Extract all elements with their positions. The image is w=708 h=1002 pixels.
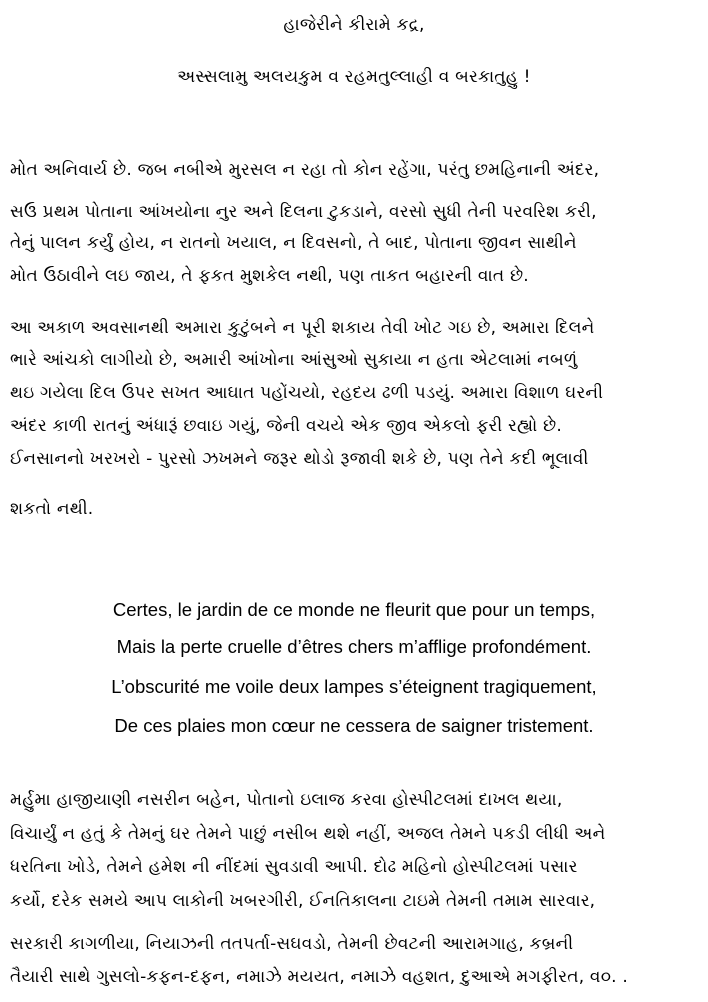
paragraph-line: મોત ઉઠાવીને લઇ જાય, તે ફકત મુશકેલ નથી, પણ તાકત બહારની વાત છે.	[10, 266, 529, 286]
paragraph-line: અંદર કાળી રાતનું અંધારૂં છવાઇ ગયું, જેની વચયે એક જીવ એકલો ફરી રહ્યો છે.	[10, 416, 562, 436]
paragraph-line: સરકારી કાગળીયા, નિયાઝની તતપર્તા-સઘવડો, તેમની છેવટની આરામગાહ, કબ્રની	[10, 934, 574, 954]
poem-line: Certes, le jardin de ce monde ne fleurit que pour un temps,	[112, 599, 596, 620]
paragraph-line: મર્હુમા હાજીયાણી નસરીન બહેન, પોતાનો ઇલાજ કરવા હોસ્પીટલમાં દાખલ થયા,	[10, 790, 563, 810]
paragraph-line: આ અકાળ અવસાનથી અમારા કુટુંબને ન પૂરી શકાય તેવી ખોટ ગઇ છે, અમારા દિલને	[10, 318, 595, 338]
poem-line: De ces plaies mon cœur ne cessera de saigner tristement.	[114, 715, 594, 736]
paragraph-line: શકતો નથી.	[10, 499, 94, 519]
paragraph-line: ધરતિના ખોડે, તેમને હમેશ ની નીંદમાં સુવડાવી આપી. દોઢ મહિનો હોસ્પીટલમાં પસાર	[10, 857, 578, 877]
paragraph-line: ઈનસાનનો ખરખરો - પુરસો ઝખમને જરૂર થોડો રૂજાવી શકે છે, પણ તેને કદી ભૂલાવી	[10, 449, 589, 469]
poem-line: L’obscurité me voile deux lampes s’éteignent tragiquement,	[111, 676, 597, 697]
salutation-line: હાજેરીને કીરામે કદ્ર,	[283, 15, 425, 35]
paragraph-line: તેનું પાલન કર્યું હોય, ન રાતનો ખયાલ, ન દિવસનો, તે બાદ, પોતાના જીવન સાથીને	[10, 233, 577, 253]
paragraph-line: થઇ ગયેલા દિલ ઉપર સખત આઘાત પહોંચયો, રહદય ઢળી પડયું. અમારા વિશાળ ઘરની	[10, 383, 604, 403]
paragraph-line: તૈયારી સાથે ગુસલો-કફન-દફન, નમાઝે મયયત, નમાઝે વહશત, દુઆએ મગફીરત, વ૦. .	[10, 967, 628, 987]
paragraph-line: ભારે આંચકો લાગીયો છે, અમારી આંખોના આંસુઓ સુકાયા ન હતા એટલામાં નબળું	[10, 350, 578, 370]
poem-line: Mais la perte cruelle d’êtres chers m’afflige profondément.	[116, 636, 592, 657]
paragraph-line: કર્યો, દરેક સમયે આપ લાકોની ખબરગીરી, ઈનતિકાલના ટાઇમે તેમની તમામ સારવાર,	[10, 891, 596, 911]
paragraph-line: વિચાર્યું ન હતું કે તેમનું ઘર તેમને પાછું નસીબ થશે નહીં, અજલ તેમને પકડી લીધી અને	[10, 824, 606, 844]
greeting-line: અસ્સલામુ અલયકુમ વ રહમતુલ્લાહી વ બરકાતુહુ !	[177, 67, 531, 87]
paragraph-line: સઉ પ્રથમ પોતાના આંખયોના નુર અને દિલના ટુકડાને, વરસો સુધી તેની પરવરિશ કરી,	[10, 202, 597, 222]
paragraph-line: મોત અનિવાર્ય છે. જબ નબીએ મુરસલ ન રહા તો કોન રહેંગા, પરંતુ છમહિનાની અંદર,	[10, 160, 600, 180]
